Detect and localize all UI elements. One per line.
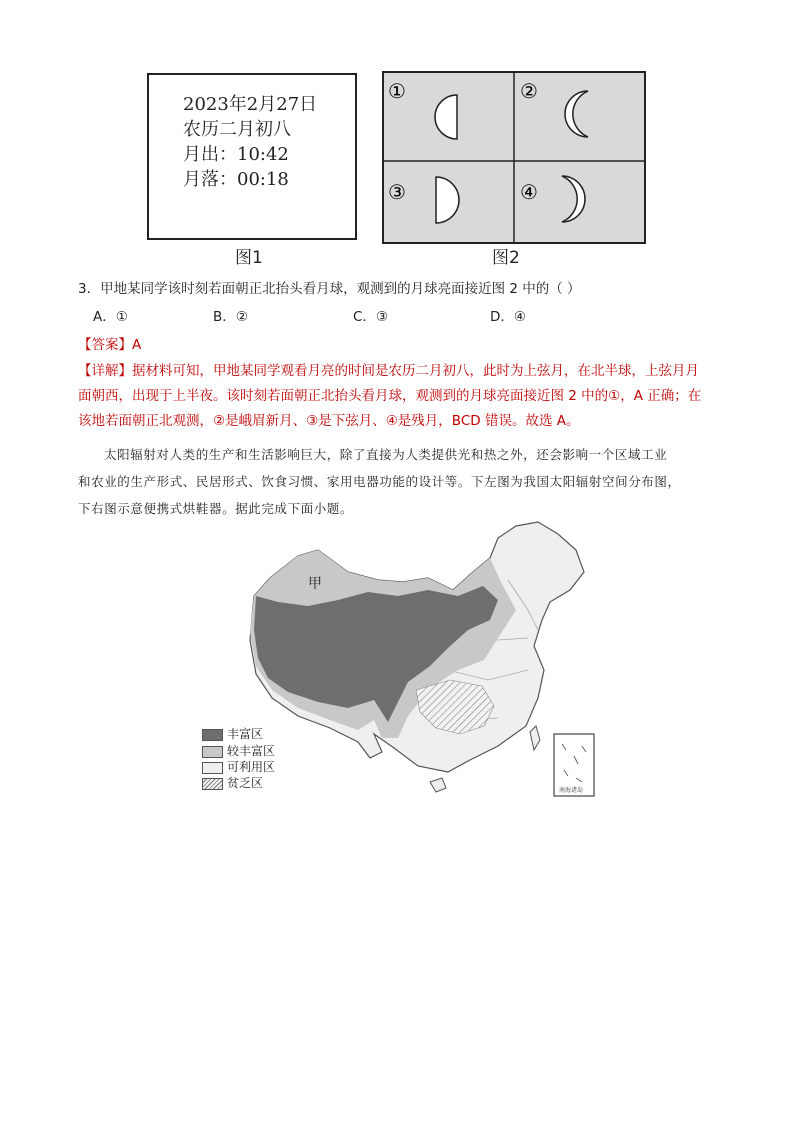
fig1-date-line: 2023年2月27日	[183, 94, 318, 115]
legend-label-more-abundant: 较丰富区	[227, 744, 276, 758]
fig2-moon-phase-grid	[382, 71, 646, 244]
legend-swatch-usable	[202, 762, 223, 774]
legend-item-deficient	[202, 774, 263, 789]
fig2-label-1: ①	[388, 79, 406, 103]
fig2-label-4: ④	[520, 180, 538, 204]
option-c: C．③	[353, 309, 389, 325]
legend-swatch-abundant	[202, 729, 223, 741]
detail-label: 【详解】	[78, 363, 132, 379]
answer-label: 【答案】	[78, 337, 132, 353]
legend-item-more-abundant	[202, 742, 275, 757]
legend-label-deficient: 贫乏区	[227, 776, 264, 790]
map-taiwan	[530, 726, 540, 750]
map-hainan	[430, 778, 446, 792]
answer-line	[78, 333, 141, 353]
fig1-moonset-line: 月落：00:18	[183, 169, 289, 190]
legend-item-usable	[202, 758, 275, 773]
map-place-label-jia: 甲	[308, 576, 322, 592]
fig1-moon-info-text	[183, 92, 317, 192]
detail-line-2: 面朝西，出现于上半夜。该时刻若面朝正北抬头看月球，观测到的月球亮面接近图 2 中的①，A 正确；在	[78, 388, 702, 404]
question-3-text: 3．甲地某同学该时刻若面朝正北抬头看月球，观测到的月球亮面接近图 2 中的（ ）	[78, 281, 581, 297]
legend-item-abundant	[202, 725, 263, 740]
fig2-label-3: ③	[388, 180, 406, 204]
legend-label-abundant: 丰富区	[227, 727, 264, 741]
legend-label-usable: 可利用区	[227, 760, 276, 774]
option-a: A．①	[93, 309, 128, 325]
option-b: B．②	[213, 309, 248, 325]
legend-swatch-deficient	[202, 778, 223, 790]
passage-line-2: 和农业的生产形式、民居形式、饮食习惯、家用电器功能的设计等。下左图为我国太阳辐射空间分布图，	[78, 474, 681, 489]
answer-value: A	[132, 337, 142, 353]
fig1-lunar-date-line: 农历二月初八	[183, 119, 291, 140]
passage-line-1: 太阳辐射对人类的生产和生活影响巨大，除了直接为人类提供光和热之外，还会影响一个区域工业	[104, 447, 668, 462]
legend-swatch-more-abundant	[202, 746, 223, 758]
fig1-moonrise-line: 月出：10:42	[183, 144, 289, 165]
passage-line-3: 下右图示意便携式烘鞋器。据此完成下面小题。	[78, 501, 354, 516]
detail-explanation	[78, 359, 728, 434]
option-d: D．④	[490, 309, 526, 325]
detail-line-3: 该地若面朝正北观测，②是峨眉新月、③是下弦月、④是残月，BCD 错误。故选 A。	[78, 413, 580, 429]
fig2-label-2: ②	[520, 79, 538, 103]
reading-passage	[78, 441, 728, 522]
fig2-caption: 图2	[492, 248, 520, 268]
fig1-caption: 图1	[235, 248, 263, 268]
detail-line-1: 据材料可知，甲地某同学观看月亮的时间是农历二月初八，此时为上弦月，在北半球，上弦月月	[132, 363, 699, 379]
map-inset-label: 南海诸岛	[559, 787, 584, 794]
